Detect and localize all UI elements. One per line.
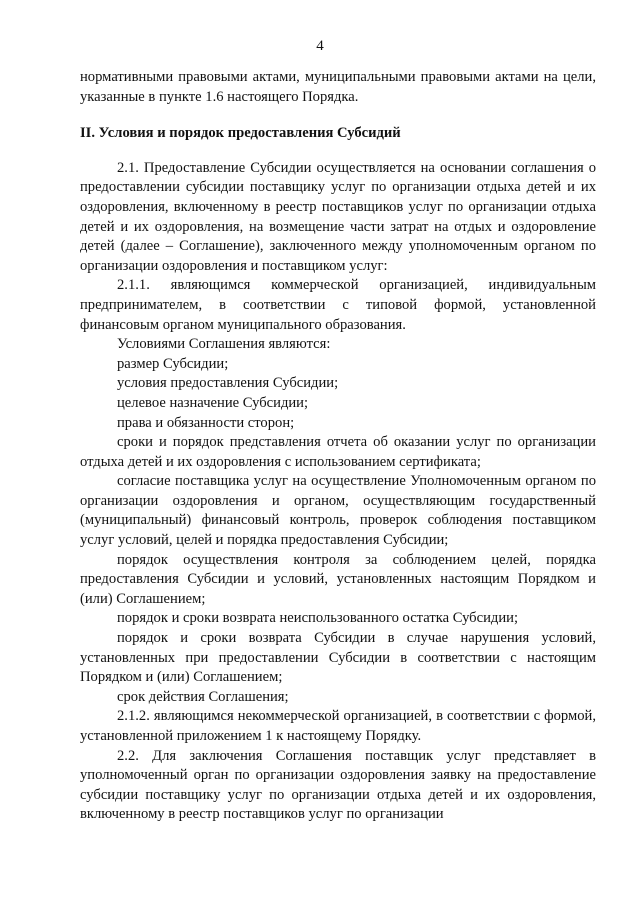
conditions-intro: Условиями Соглашения являются:: [117, 336, 331, 353]
condition-item: целевое назначение Субсидии;: [117, 394, 309, 411]
section-heading: II. Условия и порядок предоставления Субсидий: [80, 125, 401, 142]
condition-item: права и обязанности сторон;: [117, 414, 295, 431]
paragraph-2-1-1: 2.1.1. являющимся коммерческой организацией, индивидуальным предпринимателем, в соответствии с типовой формой, установленной финансовым органом муниципального образования.: [80, 277, 596, 333]
condition-item: согласие поставщика услуг на осуществление Уполномоченным органом по организации оздоровления и органом, осуществляющим государственный (муниципальный) финансовый контроль, проверок соблюдения поставщиком услуг условий, целей и порядка предоставления Субсидии;: [80, 473, 596, 549]
condition-item: порядок осуществления контроля за соблюдением целей, порядка предоставления Субсидии и условий, установленных настоящим Порядком и (или) Соглашением;: [80, 551, 596, 607]
condition-item: размер Субсидии;: [117, 355, 229, 372]
condition-item: срок действия Соглашения;: [117, 688, 289, 705]
condition-item: условия предоставления Субсидии;: [117, 375, 339, 392]
intro-paragraph: нормативными правовыми актами, муниципальными правовыми актами на цели, указанные в пункте 1.6 настоящего Порядка.: [80, 69, 596, 105]
condition-item: порядок и сроки возврата Субсидии в случае нарушения условий, установленных при предоставлении Субсидии в соответствии с настоящим Порядком и (или) Соглашением;: [80, 630, 596, 686]
paragraph-2-1: 2.1. Предоставление Субсидии осуществляется на основании соглашения о предоставлении субсидии поставщику услуг по организации отдыха детей и их оздоровления, включенному в реестр поставщиков услуг по организации отдыха детей и их оздоровления, на возмещение части затрат на отдых и оздоровление детей (далее – Соглашение), заключенного между уполномоченным органом по организации оздоровления и поставщиком услуг:: [80, 159, 596, 274]
paragraph-2-2: 2.2. Для заключения Соглашения поставщик услуг представляет в уполномоченный орган по организации оздоровления заявку на предоставление субсидии поставщику услуг по организации отдыха детей и их оздоровления, включенному в реестр поставщиков услуг по организации: [80, 747, 596, 823]
page-number: 4: [316, 38, 324, 54]
document-body: [80, 68, 596, 825]
condition-item: порядок и сроки возврата неиспользованного остатка Субсидии;: [117, 610, 518, 627]
paragraph-2-1-2: 2.1.2. являющимся некоммерческой организацией, в соответствии с формой, установленной приложением 1 к настоящему Порядку.: [80, 708, 596, 744]
condition-item: сроки и порядок представления отчета об оказании услуг по организации отдыха детей и их оздоровления с использованием сертификата;: [80, 434, 596, 470]
